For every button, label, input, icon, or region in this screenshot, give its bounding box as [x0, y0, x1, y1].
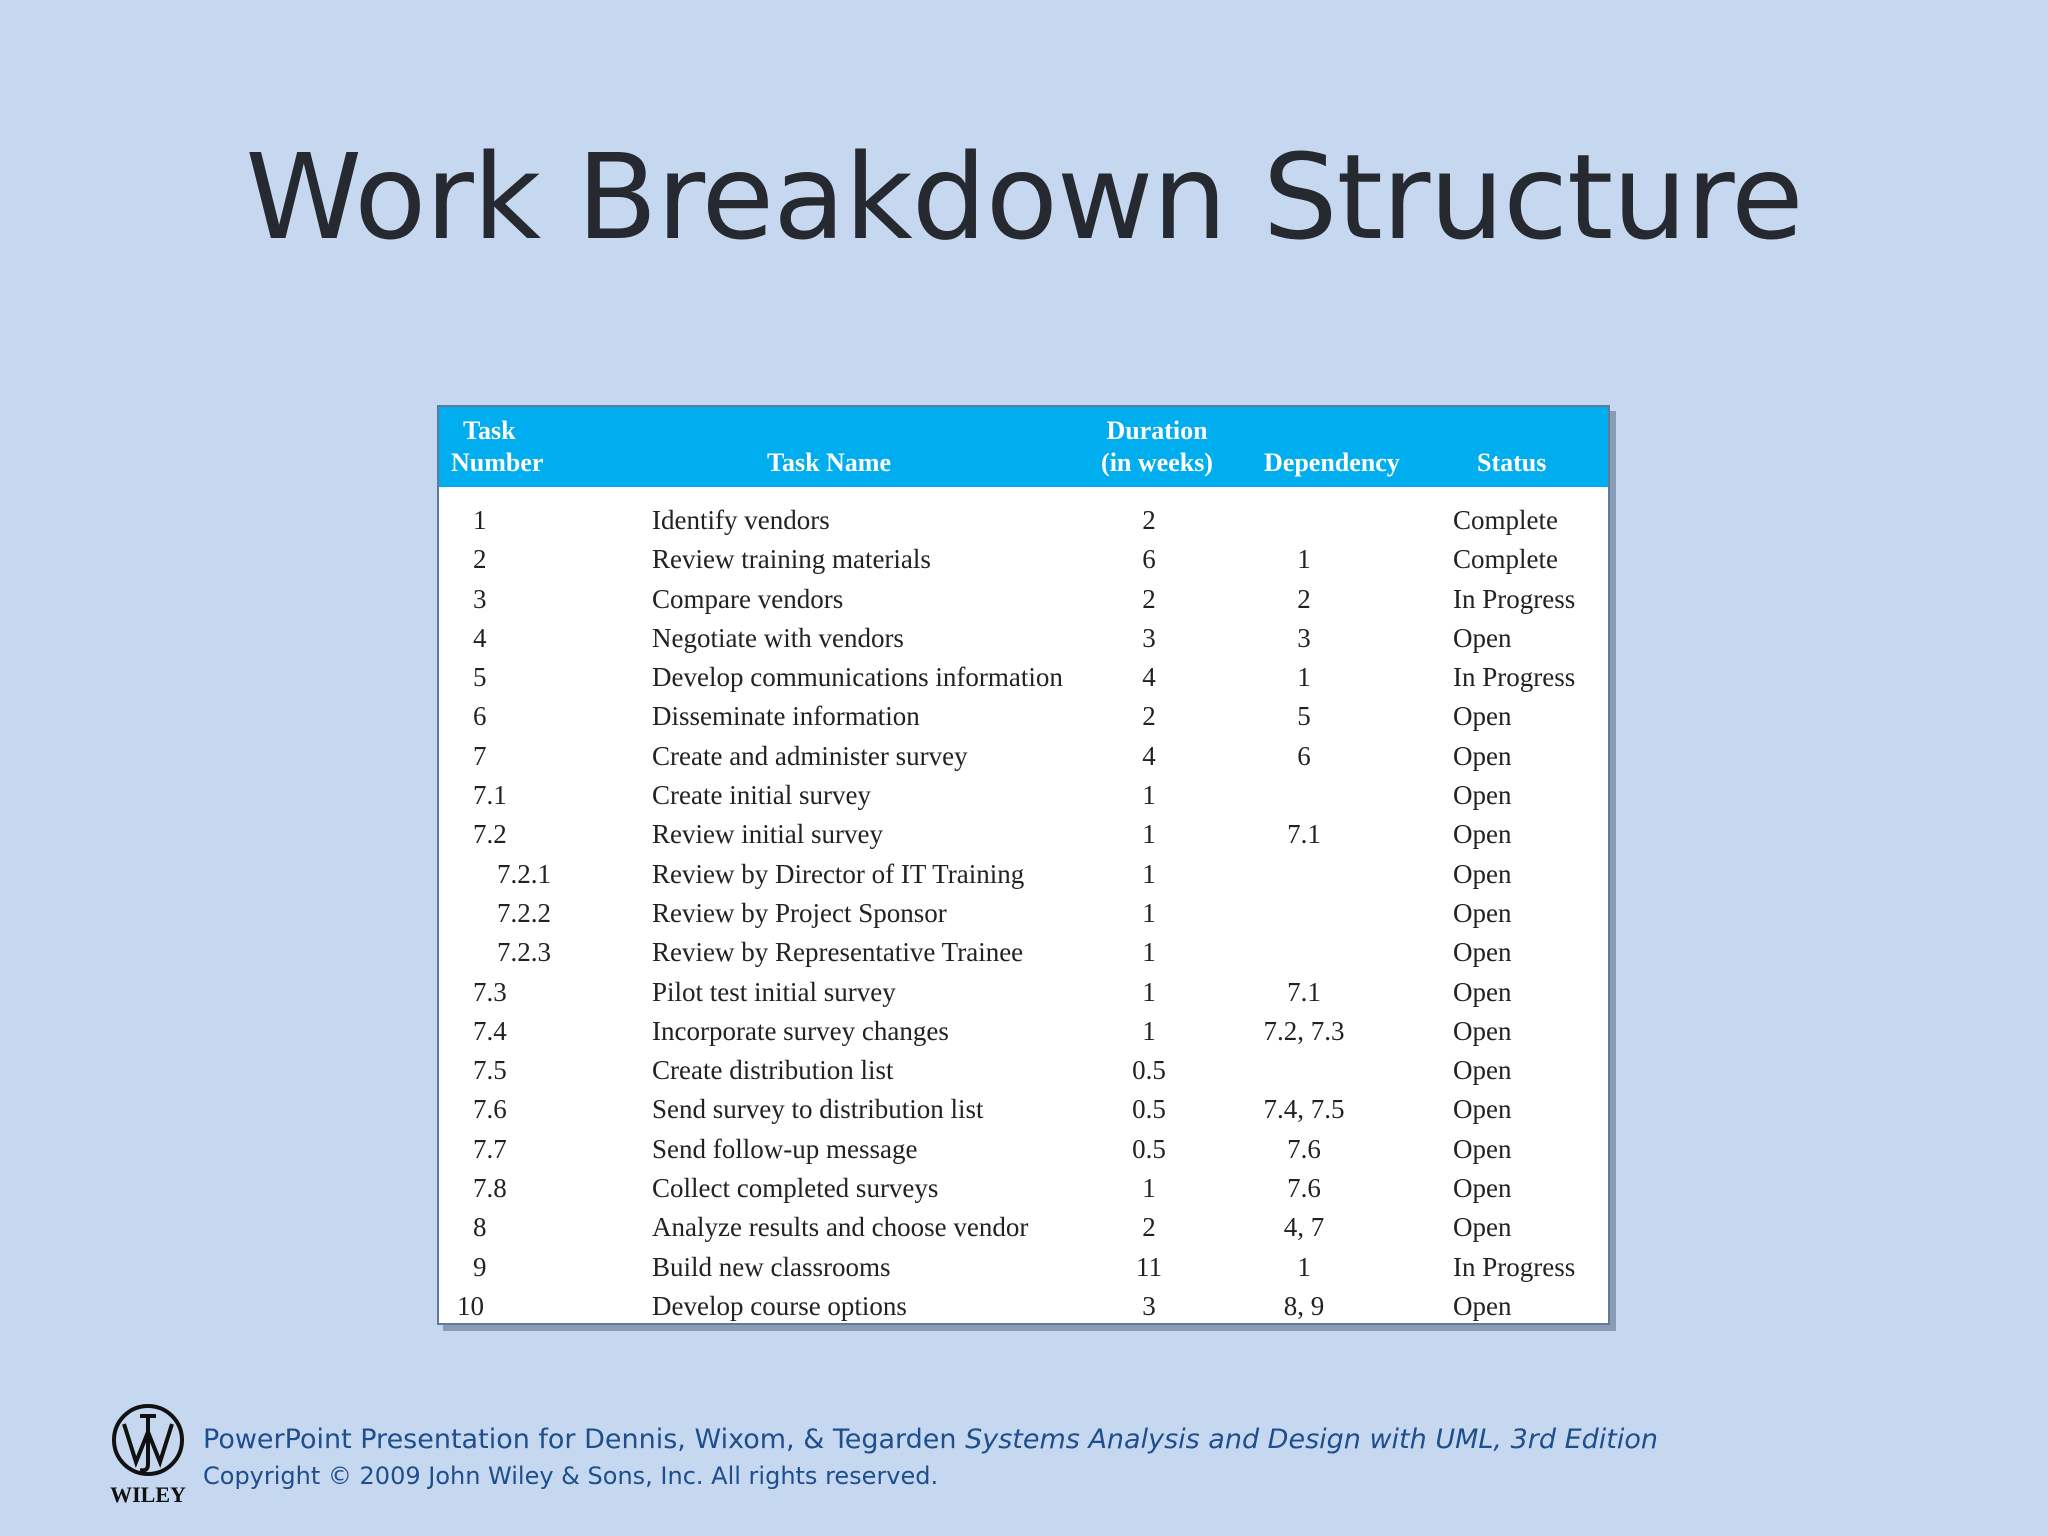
duration-cell: 3 — [1142, 1290, 1156, 1321]
dependency-cell: 7.1 — [1287, 976, 1321, 1007]
header-task-name: Task Name — [767, 448, 892, 477]
table-row — [439, 1090, 1608, 1129]
duration-cell: 0.5 — [1132, 1055, 1166, 1086]
task-name-cell: Review by Director of IT Training — [652, 858, 1025, 889]
status-cell: Open — [1453, 937, 1512, 968]
task-name-cell: Review by Project Sponsor — [652, 897, 947, 928]
task-name-cell: Incorporate survey changes — [652, 1015, 949, 1046]
task-number-cell: 7.2.3 — [497, 937, 551, 968]
table-row — [439, 1208, 1608, 1247]
header-status: Status — [1477, 448, 1547, 477]
task-name-cell: Pilot test initial survey — [652, 976, 896, 1007]
task-number-cell: 10 — [457, 1290, 484, 1321]
wiley-logo-text: WILEY — [110, 1482, 186, 1507]
duration-cell: 4 — [1142, 662, 1156, 693]
task-number-cell: 4 — [473, 622, 487, 653]
task-name-cell: Review by Representative Trainee — [652, 937, 1024, 968]
header-duration-line2: (in weeks) — [1101, 448, 1213, 477]
status-cell: Complete — [1453, 505, 1558, 535]
task-number-cell: 7.2 — [473, 819, 507, 850]
header-task-number-line1: Task — [463, 416, 516, 445]
task-name-cell: Disseminate information — [652, 701, 920, 732]
header-duration-line1: Duration — [1106, 416, 1208, 445]
wbs-table — [437, 405, 1610, 1325]
status-cell: Open — [1453, 1094, 1512, 1125]
status-cell: In Progress — [1453, 583, 1576, 614]
task-name-cell: Develop communications information — [652, 662, 1063, 693]
task-number-cell: 8 — [473, 1212, 487, 1243]
status-cell: Open — [1453, 1015, 1512, 1046]
task-name-cell: Develop course options — [652, 1290, 907, 1321]
dependency-cell: 1 — [1297, 662, 1311, 693]
dependency-cell: 5 — [1297, 701, 1311, 732]
status-cell: Open — [1453, 1173, 1512, 1204]
task-name-cell: Create and administer survey — [652, 740, 968, 771]
duration-cell: 1 — [1142, 819, 1156, 850]
task-number-cell: 7.1 — [473, 780, 507, 811]
duration-cell: 11 — [1136, 1251, 1162, 1282]
dependency-cell: 2 — [1297, 583, 1311, 614]
table-row — [439, 580, 1608, 619]
duration-cell: 1 — [1142, 858, 1156, 889]
footer-line1-prefix: PowerPoint Presentation for Dennis, Wixom, & Tegarden — [203, 1424, 966, 1455]
task-number-cell: 7.2.2 — [497, 897, 551, 928]
table-row — [439, 658, 1608, 697]
table-row — [439, 1248, 1608, 1287]
status-cell: Open — [1453, 622, 1512, 653]
duration-cell: 1 — [1142, 976, 1156, 1007]
table-row — [439, 1287, 1608, 1326]
status-cell: Open — [1453, 1212, 1512, 1243]
table-row — [439, 815, 1608, 854]
duration-cell: 6 — [1142, 544, 1156, 575]
table-row — [439, 1051, 1608, 1090]
task-name-cell: Create initial survey — [652, 780, 871, 811]
status-cell: Open — [1453, 976, 1512, 1007]
table-row — [439, 619, 1608, 658]
table-row — [439, 894, 1608, 933]
table-body — [439, 501, 1608, 1326]
dependency-cell: 7.2, 7.3 — [1263, 1015, 1345, 1046]
wiley-logo — [110, 1402, 186, 1508]
table-row — [439, 1012, 1608, 1051]
table-row — [439, 855, 1608, 894]
status-cell: Open — [1453, 1290, 1512, 1321]
task-number-cell: 7.5 — [473, 1055, 507, 1086]
duration-cell: 1 — [1142, 1015, 1156, 1046]
footer-copyright: Copyright © 2009 John Wiley & Sons, Inc. All rights reserved. — [203, 1462, 939, 1490]
duration-cell: 3 — [1142, 622, 1156, 653]
duration-cell: 2 — [1142, 1212, 1156, 1243]
table-header — [439, 407, 1608, 487]
status-cell: In Progress — [1453, 662, 1576, 693]
table-row — [439, 973, 1608, 1012]
table-row — [439, 737, 1608, 776]
status-cell: Open — [1453, 701, 1512, 732]
table-row — [439, 540, 1608, 579]
duration-cell: 0.5 — [1132, 1094, 1166, 1125]
duration-cell: 1 — [1142, 1173, 1156, 1204]
dependency-cell: 7.1 — [1287, 819, 1321, 850]
table-row — [439, 776, 1608, 815]
dependency-cell: 3 — [1297, 622, 1311, 653]
slide-title: Work Breakdown Structure — [245, 128, 1803, 266]
task-name-cell: Build new classrooms — [652, 1251, 891, 1282]
status-cell: Open — [1453, 1055, 1512, 1086]
dependency-cell: 7.6 — [1287, 1173, 1321, 1204]
footer-book-title: Systems Analysis and Design with UML, 3rd Edition — [965, 1424, 1659, 1455]
duration-cell: 1 — [1142, 780, 1156, 811]
table-row — [439, 1130, 1608, 1169]
duration-cell: 1 — [1142, 897, 1156, 928]
status-cell: Open — [1453, 740, 1512, 771]
dependency-cell: 1 — [1297, 544, 1311, 575]
dependency-cell: 1 — [1297, 1251, 1311, 1282]
dependency-cell: 7.4, 7.5 — [1263, 1094, 1345, 1125]
footer-line1 — [203, 1424, 1658, 1455]
task-number-cell: 7.3 — [473, 976, 507, 1007]
status-cell: Open — [1453, 1133, 1512, 1164]
task-name-cell: Create distribution list — [652, 1055, 894, 1086]
table-row — [439, 1169, 1608, 1208]
task-name-cell: Collect completed surveys — [652, 1173, 939, 1204]
duration-cell: 2 — [1142, 701, 1156, 732]
header-dependency: Dependency — [1264, 448, 1400, 477]
task-name-cell: Compare vendors — [652, 583, 844, 614]
dependency-cell: 7.6 — [1287, 1133, 1321, 1164]
task-name-cell: Negotiate with vendors — [652, 622, 904, 653]
task-number-cell: 6 — [473, 701, 487, 732]
task-number-cell: 7.7 — [473, 1133, 507, 1164]
duration-cell: 2 — [1142, 505, 1156, 535]
task-name-cell: Identify vendors — [652, 505, 830, 535]
task-name-cell: Analyze results and choose vendor — [652, 1212, 1029, 1243]
status-cell: Open — [1453, 897, 1512, 928]
duration-cell: 4 — [1142, 740, 1156, 771]
task-number-cell: 7.2.1 — [497, 858, 551, 889]
duration-cell: 2 — [1142, 583, 1156, 614]
task-name-cell: Send follow-up message — [652, 1133, 918, 1164]
task-number-cell: 5 — [473, 662, 487, 693]
task-number-cell: 7.8 — [473, 1173, 507, 1204]
table-row — [439, 697, 1608, 736]
task-name-cell: Send survey to distribution list — [652, 1094, 984, 1125]
table-row — [439, 501, 1608, 540]
task-number-cell: 7.6 — [473, 1094, 507, 1125]
status-cell: Open — [1453, 819, 1512, 850]
status-cell: In Progress — [1453, 1251, 1576, 1282]
task-name-cell: Review training materials — [652, 544, 931, 575]
table-row — [439, 933, 1608, 972]
dependency-cell: 8, 9 — [1283, 1290, 1325, 1321]
task-number-cell: 7.4 — [473, 1015, 507, 1046]
task-number-cell: 7 — [473, 740, 487, 771]
dependency-cell: 4, 7 — [1283, 1212, 1325, 1243]
duration-cell: 0.5 — [1132, 1133, 1166, 1164]
dependency-cell: 6 — [1297, 740, 1311, 771]
task-number-cell: 9 — [473, 1251, 487, 1282]
status-cell: Open — [1453, 780, 1512, 811]
header-task-number-line2: Number — [451, 448, 544, 477]
duration-cell: 1 — [1142, 937, 1156, 968]
task-name-cell: Review initial survey — [652, 819, 883, 850]
task-number-cell: 1 — [473, 505, 487, 535]
task-number-cell: 2 — [473, 544, 487, 575]
status-cell: Complete — [1453, 544, 1558, 575]
status-cell: Open — [1453, 858, 1512, 889]
header-task-number — [451, 415, 543, 479]
task-number-cell: 3 — [473, 583, 487, 614]
header-duration — [1087, 415, 1227, 479]
